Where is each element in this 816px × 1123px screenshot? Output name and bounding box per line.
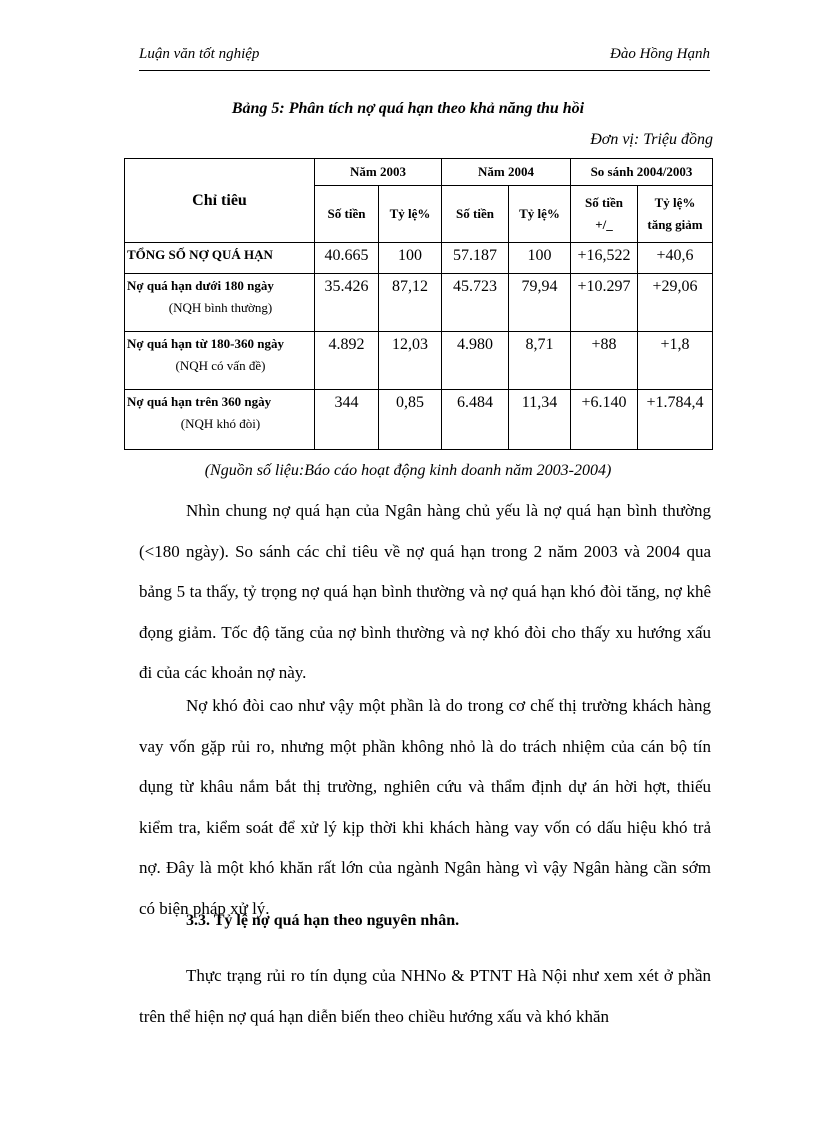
row-label-main: TỔNG SỐ NỢ QUÁ HẠN [127, 247, 273, 262]
cell-r2003: 87,12 [379, 274, 442, 332]
col-2004: Năm 2004 [442, 159, 571, 186]
table-unit: Đơn vị: Triệu đồng [590, 131, 713, 148]
paragraph-3: Thực trạng rủi ro tín dụng của NHNo & PTNT Hà Nội như xem xét ở phần trên thể hiện nợ quá hạn diễn biến theo chiều hướng xấu và khó khăn [139, 966, 711, 1026]
sub-ty-le-2004: Tỷ lệ% [509, 186, 571, 243]
cell-diff: +6.140 [571, 390, 638, 450]
row-label-main: Nợ quá hạn dưới 180 ngày [127, 278, 274, 293]
sub-cmp-ty-le [638, 186, 713, 243]
table-title: Bảng 5: Phân tích nợ quá hạn theo khả năng thu hồi [231, 100, 585, 117]
cell-v2003: 4.892 [315, 332, 379, 390]
sub-cmp-so-tien-line1: Số tiền [585, 195, 623, 210]
cell-diff: +16,522 [571, 243, 638, 274]
cell-v2004: 45.723 [442, 274, 509, 332]
table-row [125, 274, 713, 332]
header-right: Đào Hồng Hạnh [610, 46, 710, 62]
cell-diff: +10.297 [571, 274, 638, 332]
sub-ty-le-2003: Tỷ lệ% [379, 186, 442, 243]
cell-pct: +29,06 [638, 274, 713, 332]
overdue-debt-table [124, 158, 713, 450]
row-label-main: Nợ quá hạn trên 360 ngày [127, 394, 272, 409]
row-label-sub: (NQH khó đòi) [180, 416, 261, 431]
col-compare: So sánh 2004/2003 [571, 159, 713, 186]
cell-pct: +1,8 [638, 332, 713, 390]
cell-v2003: 344 [315, 390, 379, 450]
cell-pct: +40,6 [638, 243, 713, 274]
section-heading: 3.3. Tỷ lệ nợ quá hạn theo nguyên nhân. [186, 912, 460, 929]
cell-r2004: 79,94 [509, 274, 571, 332]
row-label [125, 274, 315, 332]
header-divider [139, 70, 710, 71]
col-2003: Năm 2003 [315, 159, 442, 186]
paragraph-1: Nhìn chung nợ quá hạn của Ngân hàng chủ yếu là nợ quá hạn bình thường (<180 ngày). So sánh các chỉ tiêu về nợ quá hạn trong 2 năm 2003 và 2004 qua bảng 5 ta thấy, tỷ trọng nợ quá hạn bình thường và nợ quá hạn khó đòi tăng, nợ khê đọng giảm. Tốc độ tăng của nợ bình thường và nợ khó đòi cho thấy xu hướng xấu đi của các khoản nợ này. [139, 501, 711, 682]
table-row [125, 243, 713, 274]
cell-v2004: 6.484 [442, 390, 509, 450]
header-left: Luận văn tốt nghiệp [139, 46, 260, 62]
sub-cmp-so-tien [571, 186, 638, 243]
paragraph-2: Nợ khó đòi cao như vậy một phần là do trong cơ chế thị trường khách hàng vay vốn gặp rủi ro, nhưng một phần không nhỏ là do trách nhiệm của cán bộ tín dụng từ khâu nắm bắt thị trường, nghiên cứu và thẩm định dự án hời hợt, thiếu kiểm tra, kiểm soát để xử lý kịp thời khi khách hàng vay vốn có dấu hiệu khó trả nợ. Đây là một khó khăn rất lớn của ngành Ngân hàng vì vậy Ngân hàng cần sớm có biện pháp xử lý. [139, 696, 711, 918]
table-row [125, 390, 713, 450]
cell-r2004: 8,71 [509, 332, 571, 390]
row-label-sub: (NQH bình thường) [168, 300, 273, 315]
table-source: (Nguồn số liệu:Báo cáo hoạt động kinh doanh năm 2003-2004) [204, 462, 612, 479]
cell-v2003: 40.665 [315, 243, 379, 274]
row-label [125, 243, 315, 274]
cell-v2004: 4.980 [442, 332, 509, 390]
cell-pct: +1.784,4 [638, 390, 713, 450]
cell-diff: +88 [571, 332, 638, 390]
sub-cmp-so-tien-line2: +/_ [595, 217, 613, 232]
cell-v2004: 57.187 [442, 243, 509, 274]
cell-v2003: 35.426 [315, 274, 379, 332]
cell-r2003: 0,85 [379, 390, 442, 450]
table-header-row [125, 159, 713, 186]
sub-cmp-ty-le-line2: tăng giảm [647, 217, 703, 232]
sub-so-tien-2004: Số tiền [442, 186, 509, 243]
col-chi-tieu: Chỉ tiêu [125, 159, 315, 243]
row-label [125, 332, 315, 390]
row-label-main: Nợ quá hạn từ 180-360 ngày [127, 336, 284, 351]
table-row [125, 332, 713, 390]
cell-r2003: 12,03 [379, 332, 442, 390]
row-label-sub: (NQH có vấn đề) [175, 358, 266, 373]
cell-r2004: 11,34 [509, 390, 571, 450]
row-label [125, 390, 315, 450]
sub-cmp-ty-le-line1: Tỷ lệ% [654, 195, 696, 210]
cell-r2003: 100 [379, 243, 442, 274]
sub-so-tien-2003: Số tiền [315, 186, 379, 243]
cell-r2004: 100 [509, 243, 571, 274]
